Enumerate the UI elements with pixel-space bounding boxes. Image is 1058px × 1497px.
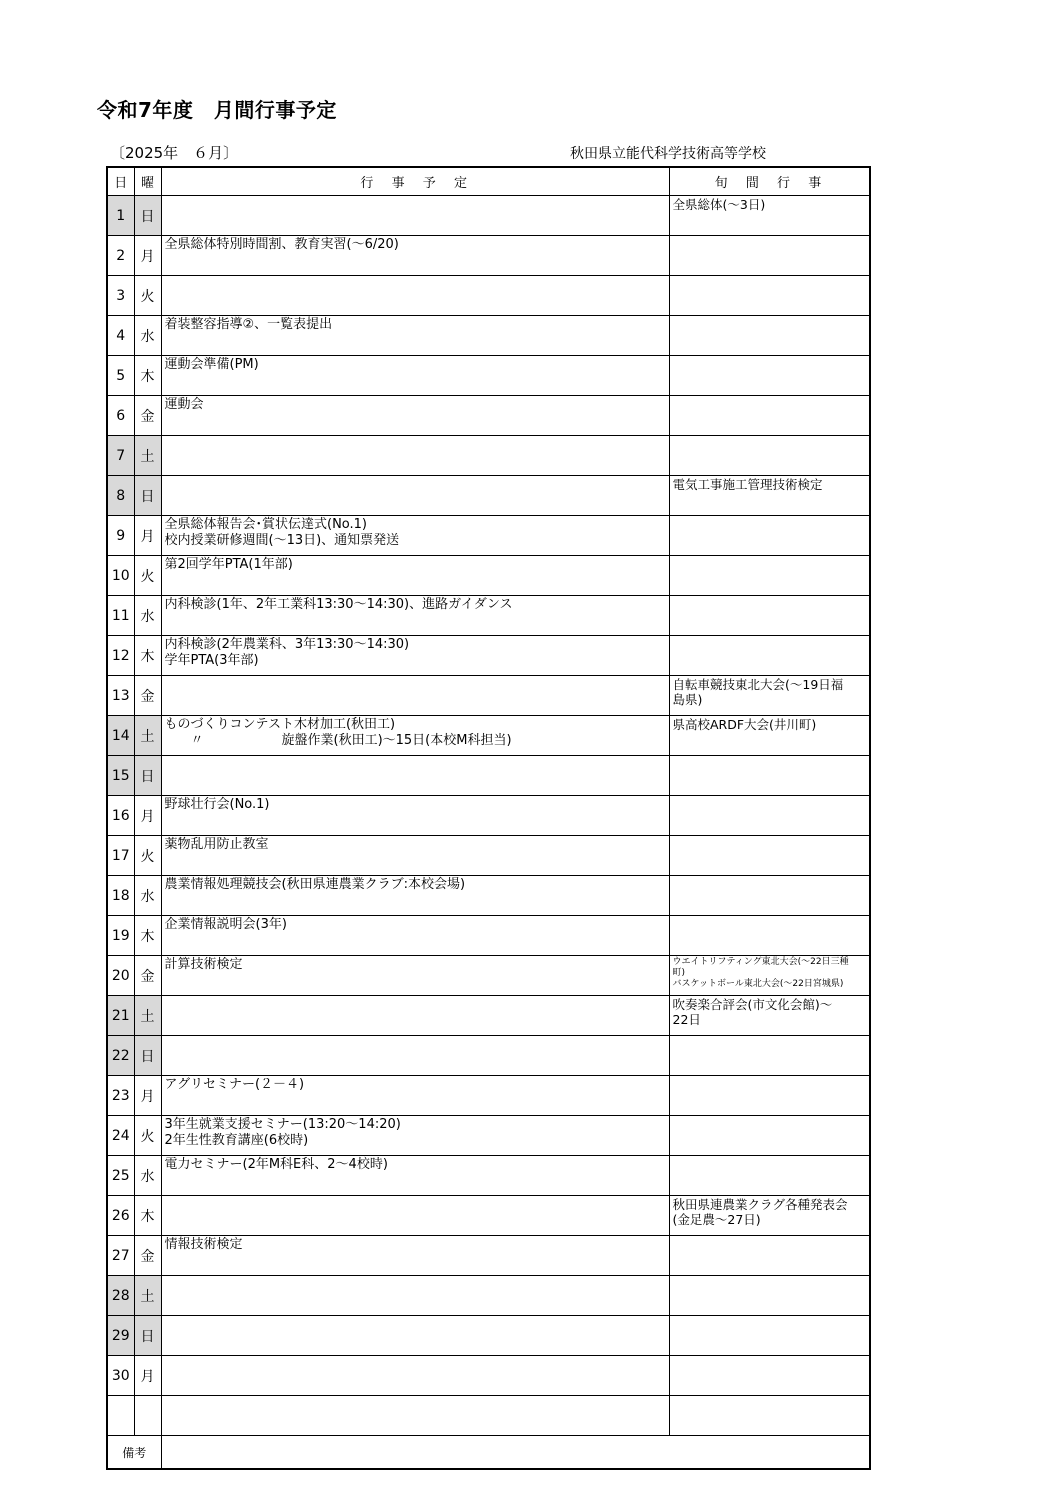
weekday bbox=[134, 1396, 161, 1436]
table-row bbox=[107, 1076, 870, 1116]
day-number: 10 bbox=[107, 556, 134, 596]
event-cell bbox=[161, 436, 669, 476]
table-row bbox=[107, 316, 870, 356]
day-number: 30 bbox=[107, 1356, 134, 1396]
day-number: 1 bbox=[107, 196, 134, 236]
sub-event-cell bbox=[669, 876, 870, 916]
sub-event-cell bbox=[669, 1316, 870, 1356]
event-cell: 運動会 bbox=[161, 396, 669, 436]
table-row bbox=[107, 796, 870, 836]
sub-event-cell bbox=[669, 1076, 870, 1116]
remarks-label: 備考 bbox=[107, 1436, 161, 1470]
weekday: 木 bbox=[134, 916, 161, 956]
sub-event-cell bbox=[669, 636, 870, 676]
day-number: 22 bbox=[107, 1036, 134, 1076]
sub-event-cell bbox=[669, 796, 870, 836]
event-cell bbox=[161, 276, 669, 316]
day-number: 13 bbox=[107, 676, 134, 716]
weekday: 火 bbox=[134, 1116, 161, 1156]
event-cell: 全県総体特別時間割、教育実習(～6/20) bbox=[161, 236, 669, 276]
event-cell: 薬物乱用防止教室 bbox=[161, 836, 669, 876]
sub-event-cell bbox=[669, 1116, 870, 1156]
table-row bbox=[107, 636, 870, 676]
sub-event-cell: 県高校ARDF大会(井川町) bbox=[669, 716, 870, 756]
weekday: 土 bbox=[134, 996, 161, 1036]
event-cell: 着装整容指導②、一覧表提出 bbox=[161, 316, 669, 356]
weekday: 日 bbox=[134, 476, 161, 516]
day-number: 26 bbox=[107, 1196, 134, 1236]
sub-event-cell bbox=[669, 356, 870, 396]
table-row bbox=[107, 196, 870, 236]
day-number: 29 bbox=[107, 1316, 134, 1356]
table-row bbox=[107, 596, 870, 636]
event-cell bbox=[161, 1356, 669, 1396]
sub-event-cell bbox=[669, 436, 870, 476]
day-number: 9 bbox=[107, 516, 134, 556]
day-number: 20 bbox=[107, 956, 134, 996]
header-weekday: 曜 bbox=[134, 167, 161, 196]
event-cell bbox=[161, 476, 669, 516]
day-number: 24 bbox=[107, 1116, 134, 1156]
day-number: 4 bbox=[107, 316, 134, 356]
event-cell: 内科検診(1年、2年工業科13:30～14:30)、進路ガイダンス bbox=[161, 596, 669, 636]
table-row bbox=[107, 876, 870, 916]
month-label: 〔2025年 ６月〕 bbox=[110, 144, 239, 162]
weekday: 火 bbox=[134, 836, 161, 876]
sub-event-cell: 秋田県連農業クラグ各種発表会 (金足農～27日) bbox=[669, 1196, 870, 1236]
event-cell: 野球壮行会(No.1) bbox=[161, 796, 669, 836]
table-row bbox=[107, 476, 870, 516]
schedule-table bbox=[106, 166, 871, 1470]
header-events: 行 事 予 定 bbox=[161, 167, 669, 196]
event-cell: 全県総体報告会･賞状伝達式(No.1) 校内授業研修週間(～13日)、通知票発送 bbox=[161, 516, 669, 556]
event-cell: 農業情報処理競技会(秋田県連農業クラブ:本校会場) bbox=[161, 876, 669, 916]
day-number: 12 bbox=[107, 636, 134, 676]
table-row bbox=[107, 556, 870, 596]
table-row bbox=[107, 356, 870, 396]
table-row bbox=[107, 956, 870, 996]
event-cell bbox=[161, 996, 669, 1036]
table-row bbox=[107, 1396, 870, 1436]
table-row bbox=[107, 676, 870, 716]
event-cell bbox=[161, 196, 669, 236]
table-row bbox=[107, 1196, 870, 1236]
weekday: 木 bbox=[134, 636, 161, 676]
table-header-row bbox=[107, 167, 870, 196]
weekday: 日 bbox=[134, 196, 161, 236]
table-row bbox=[107, 996, 870, 1036]
sub-event-cell: 吹奏楽合評会(市文化会館)～ 22日 bbox=[669, 996, 870, 1036]
sub-event-cell: ウエイトリフティング東北大会(～22日三種 町) バスケットボール東北大会(～22日宮城県) bbox=[669, 956, 870, 996]
event-cell: 第2回学年PTA(1年部) bbox=[161, 556, 669, 596]
event-cell bbox=[161, 756, 669, 796]
header-sub-events: 旬 間 行 事 bbox=[669, 167, 870, 196]
sub-event-cell bbox=[669, 1276, 870, 1316]
sub-event-cell bbox=[669, 1156, 870, 1196]
day-number: 19 bbox=[107, 916, 134, 956]
header-day: 日 bbox=[107, 167, 134, 196]
weekday: 木 bbox=[134, 1196, 161, 1236]
sub-event-cell: 自転車競技東北大会(～19日福 島県) bbox=[669, 676, 870, 716]
day-number: 15 bbox=[107, 756, 134, 796]
event-cell bbox=[161, 1316, 669, 1356]
event-cell bbox=[161, 676, 669, 716]
day-number: 18 bbox=[107, 876, 134, 916]
weekday: 土 bbox=[134, 716, 161, 756]
day-number bbox=[107, 1396, 134, 1436]
weekday: 水 bbox=[134, 316, 161, 356]
weekday: 水 bbox=[134, 596, 161, 636]
day-number: 21 bbox=[107, 996, 134, 1036]
sub-event-cell bbox=[669, 756, 870, 796]
table-row bbox=[107, 1236, 870, 1276]
event-cell bbox=[161, 1396, 669, 1436]
weekday: 木 bbox=[134, 356, 161, 396]
table-row bbox=[107, 236, 870, 276]
day-number: 17 bbox=[107, 836, 134, 876]
event-cell bbox=[161, 1276, 669, 1316]
table-row bbox=[107, 516, 870, 556]
day-number: 3 bbox=[107, 276, 134, 316]
sub-event-cell bbox=[669, 1396, 870, 1436]
day-number: 25 bbox=[107, 1156, 134, 1196]
sub-event-cell bbox=[669, 236, 870, 276]
remarks-row bbox=[107, 1436, 870, 1470]
remarks-value bbox=[161, 1436, 870, 1470]
table-row bbox=[107, 1356, 870, 1396]
sub-event-cell bbox=[669, 276, 870, 316]
sub-event-cell bbox=[669, 596, 870, 636]
weekday: 月 bbox=[134, 236, 161, 276]
event-cell: 情報技術検定 bbox=[161, 1236, 669, 1276]
weekday: 月 bbox=[134, 1356, 161, 1396]
day-number: 7 bbox=[107, 436, 134, 476]
weekday: 金 bbox=[134, 676, 161, 716]
weekday: 金 bbox=[134, 956, 161, 996]
event-cell: 計算技術検定 bbox=[161, 956, 669, 996]
table-row bbox=[107, 276, 870, 316]
sub-event-cell bbox=[669, 836, 870, 876]
table-row bbox=[107, 1156, 870, 1196]
event-cell bbox=[161, 1196, 669, 1236]
weekday: 月 bbox=[134, 1076, 161, 1116]
weekday: 水 bbox=[134, 876, 161, 916]
sub-event-cell bbox=[669, 1036, 870, 1076]
weekday: 水 bbox=[134, 1156, 161, 1196]
weekday: 月 bbox=[134, 516, 161, 556]
weekday: 日 bbox=[134, 1316, 161, 1356]
table-row bbox=[107, 436, 870, 476]
sub-event-cell bbox=[669, 516, 870, 556]
day-number: 14 bbox=[107, 716, 134, 756]
sub-event-cell: 電気工事施工管理技術検定 bbox=[669, 476, 870, 516]
weekday: 火 bbox=[134, 276, 161, 316]
weekday: 金 bbox=[134, 396, 161, 436]
event-cell: 電力セミナー(2年M科E科、2～4校時) bbox=[161, 1156, 669, 1196]
sub-event-cell bbox=[669, 1236, 870, 1276]
weekday: 日 bbox=[134, 1036, 161, 1076]
table-row bbox=[107, 716, 870, 756]
sub-event-cell: 全県総体(～3日) bbox=[669, 196, 870, 236]
day-number: 11 bbox=[107, 596, 134, 636]
event-cell bbox=[161, 1036, 669, 1076]
day-number: 16 bbox=[107, 796, 134, 836]
sub-event-cell bbox=[669, 1356, 870, 1396]
table-row bbox=[107, 396, 870, 436]
day-number: 23 bbox=[107, 1076, 134, 1116]
weekday: 土 bbox=[134, 436, 161, 476]
event-cell: ものづくりコンテスト木材加工(秋田工) 〃 旋盤作業(秋田工)～15日(本校M科担当) bbox=[161, 716, 669, 756]
day-number: 2 bbox=[107, 236, 134, 276]
table-row bbox=[107, 756, 870, 796]
table-row bbox=[107, 1316, 870, 1356]
table-row bbox=[107, 1036, 870, 1076]
event-cell: 内科検診(2年農業科、3年13:30～14:30) 学年PTA(3年部) bbox=[161, 636, 669, 676]
table-row bbox=[107, 1276, 870, 1316]
weekday: 土 bbox=[134, 1276, 161, 1316]
event-cell: 3年生就業支援セミナー(13:20～14:20) 2年生性教育講座(6校時) bbox=[161, 1116, 669, 1156]
sub-event-cell bbox=[669, 316, 870, 356]
weekday: 金 bbox=[134, 1236, 161, 1276]
event-cell: アグリセミナー(２－４) bbox=[161, 1076, 669, 1116]
day-number: 8 bbox=[107, 476, 134, 516]
sub-event-cell bbox=[669, 396, 870, 436]
day-number: 27 bbox=[107, 1236, 134, 1276]
table-row bbox=[107, 1116, 870, 1156]
day-number: 28 bbox=[107, 1276, 134, 1316]
sub-event-cell bbox=[669, 916, 870, 956]
day-number: 6 bbox=[107, 396, 134, 436]
table-row bbox=[107, 916, 870, 956]
event-cell: 企業情報説明会(3年) bbox=[161, 916, 669, 956]
weekday: 火 bbox=[134, 556, 161, 596]
sub-event-cell bbox=[669, 556, 870, 596]
event-cell: 運動会準備(PM) bbox=[161, 356, 669, 396]
table-row bbox=[107, 836, 870, 876]
weekday: 月 bbox=[134, 796, 161, 836]
weekday: 日 bbox=[134, 756, 161, 796]
day-number: 5 bbox=[107, 356, 134, 396]
page-title: 令和7年度 月間行事予定 bbox=[97, 98, 337, 122]
school-name: 秋田県立能代科学技術高等学校 bbox=[570, 146, 766, 162]
